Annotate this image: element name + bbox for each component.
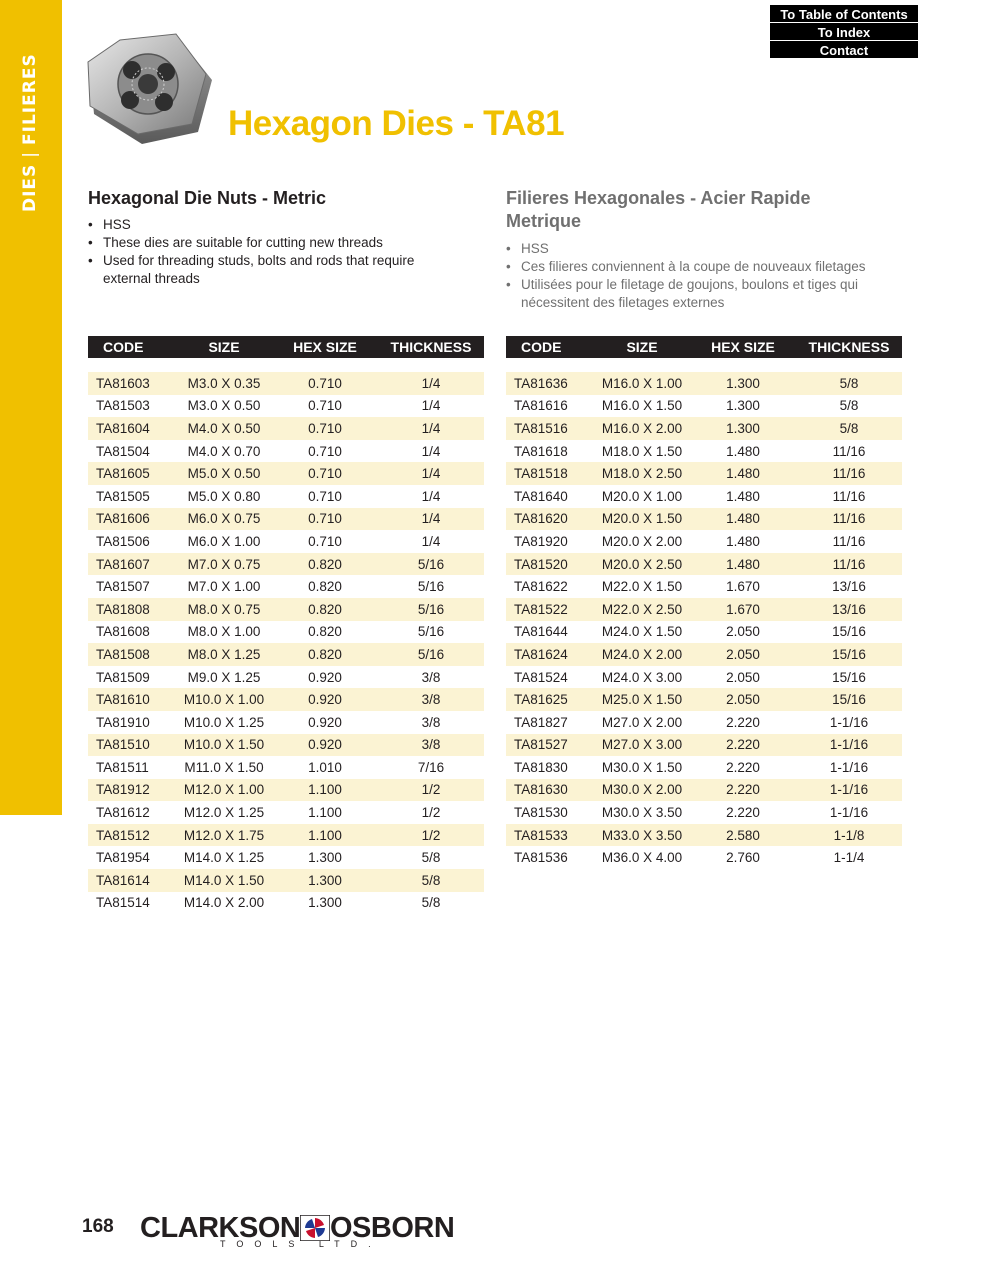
cell-thickness: 7/16 <box>378 756 484 779</box>
cell-thickness: 15/16 <box>796 666 902 689</box>
cell-size: M10.0 X 1.00 <box>176 688 272 711</box>
table-row <box>88 530 484 553</box>
cell-hex-size: 2.050 <box>690 643 796 666</box>
cell-size: M14.0 X 1.50 <box>176 869 272 892</box>
table-row <box>88 621 484 644</box>
cell-size: M8.0 X 1.25 <box>176 643 272 666</box>
cell-hex-size: 2.050 <box>690 666 796 689</box>
right-product-table <box>506 336 902 869</box>
table-row <box>88 734 484 757</box>
logo-text-clarkson: CLARKSON <box>140 1212 301 1244</box>
logo-subtitle: TOOLS LTD. <box>220 1239 382 1249</box>
cell-thickness: 11/16 <box>796 553 902 576</box>
side-section-label <box>17 12 43 212</box>
table-row <box>88 711 484 734</box>
cell-thickness: 3/8 <box>378 666 484 689</box>
cell-thickness: 13/16 <box>796 575 902 598</box>
cell-thickness: 1/4 <box>378 395 484 418</box>
table-row <box>506 508 902 531</box>
cell-code: TA81536 <box>506 846 594 869</box>
logo-text-osborn: OSBORN <box>330 1212 455 1244</box>
cell-thickness: 11/16 <box>796 485 902 508</box>
cell-size: M18.0 X 1.50 <box>594 440 690 463</box>
cell-thickness: 15/16 <box>796 688 902 711</box>
cell-thickness: 1/4 <box>378 530 484 553</box>
cell-code: TA81620 <box>506 508 594 531</box>
cell-code: TA81618 <box>506 440 594 463</box>
cell-size: M20.0 X 1.00 <box>594 485 690 508</box>
cell-thickness: 13/16 <box>796 598 902 621</box>
cell-thickness: 1/4 <box>378 462 484 485</box>
cell-code: TA81520 <box>506 553 594 576</box>
table-row <box>88 643 484 666</box>
cell-thickness: 11/16 <box>796 462 902 485</box>
table-row <box>506 801 902 824</box>
cell-hex-size: 1.480 <box>690 440 796 463</box>
table-row <box>506 643 902 666</box>
table-row <box>88 801 484 824</box>
english-heading: Hexagonal Die Nuts - Metric <box>88 188 327 208</box>
cell-size: M12.0 X 1.75 <box>176 824 272 847</box>
cell-thickness: 3/8 <box>378 711 484 734</box>
cell-hex-size: 1.300 <box>272 869 378 892</box>
cell-thickness: 1/4 <box>378 440 484 463</box>
table-row <box>506 846 902 869</box>
cell-code: TA81524 <box>506 666 594 689</box>
cell-thickness: 5/16 <box>378 643 484 666</box>
cell-hex-size: 0.820 <box>272 621 378 644</box>
table-row <box>88 440 484 463</box>
cell-size: M5.0 X 0.80 <box>176 485 272 508</box>
cell-thickness: 5/16 <box>378 575 484 598</box>
cell-code: TA81530 <box>506 801 594 824</box>
header-thickness: THICKNESS <box>378 336 484 358</box>
cell-code: TA81640 <box>506 485 594 508</box>
cell-hex-size: 0.920 <box>272 688 378 711</box>
table-row <box>88 598 484 621</box>
cell-hex-size: 1.300 <box>690 372 796 395</box>
header-size: SIZE <box>176 336 272 358</box>
french-heading: Filieres Hexagonales - Acier Rapide Metrique <box>506 188 811 231</box>
cell-code: TA81608 <box>88 621 176 644</box>
cell-hex-size: 0.920 <box>272 666 378 689</box>
cell-size: M18.0 X 2.50 <box>594 462 690 485</box>
cell-thickness: 1/4 <box>378 508 484 531</box>
cell-thickness: 15/16 <box>796 621 902 644</box>
english-feature-list <box>88 216 448 288</box>
cell-hex-size: 0.710 <box>272 417 378 440</box>
page-title: Hexagon Dies - TA81 <box>228 104 565 143</box>
header-hex-size: HEX SIZE <box>690 336 796 358</box>
cell-thickness: 5/8 <box>378 892 484 915</box>
cell-hex-size: 0.920 <box>272 734 378 757</box>
table-row <box>506 417 902 440</box>
table-row <box>88 372 484 395</box>
cell-thickness: 1/4 <box>378 417 484 440</box>
table-row <box>88 666 484 689</box>
cell-size: M22.0 X 2.50 <box>594 598 690 621</box>
cell-thickness: 5/16 <box>378 598 484 621</box>
cell-hex-size: 1.300 <box>272 846 378 869</box>
cell-size: M16.0 X 1.00 <box>594 372 690 395</box>
cell-code: TA81830 <box>506 756 594 779</box>
cell-thickness: 15/16 <box>796 643 902 666</box>
cell-hex-size: 2.050 <box>690 621 796 644</box>
cell-hex-size: 0.710 <box>272 440 378 463</box>
cell-thickness: 1/4 <box>378 485 484 508</box>
cell-thickness: 1-1/4 <box>796 846 902 869</box>
cell-hex-size: 2.760 <box>690 846 796 869</box>
cell-size: M25.0 X 1.50 <box>594 688 690 711</box>
cell-thickness: 5/8 <box>796 395 902 418</box>
cell-thickness: 11/16 <box>796 530 902 553</box>
cell-code: TA81512 <box>88 824 176 847</box>
cell-size: M12.0 X 1.00 <box>176 779 272 802</box>
cell-code: TA81954 <box>88 846 176 869</box>
cell-hex-size: 1.480 <box>690 530 796 553</box>
table-row <box>506 756 902 779</box>
header-thickness: THICKNESS <box>796 336 902 358</box>
cell-size: M6.0 X 1.00 <box>176 530 272 553</box>
cell-thickness: 5/8 <box>796 372 902 395</box>
cell-size: M24.0 X 3.00 <box>594 666 690 689</box>
cell-thickness: 5/8 <box>378 846 484 869</box>
table-row <box>506 575 902 598</box>
table-row <box>506 621 902 644</box>
cell-hex-size: 0.820 <box>272 598 378 621</box>
table-row <box>88 688 484 711</box>
cell-size: M7.0 X 0.75 <box>176 553 272 576</box>
cell-hex-size: 0.710 <box>272 530 378 553</box>
page-number: 168 <box>82 1216 114 1237</box>
table-row <box>506 688 902 711</box>
cell-hex-size: 1.010 <box>272 756 378 779</box>
cell-size: M27.0 X 3.00 <box>594 734 690 757</box>
cell-code: TA81504 <box>88 440 176 463</box>
cell-size: M10.0 X 1.25 <box>176 711 272 734</box>
cell-thickness: 1-1/16 <box>796 779 902 802</box>
cell-code: TA81527 <box>506 734 594 757</box>
cell-thickness: 11/16 <box>796 440 902 463</box>
cell-code: TA81508 <box>88 643 176 666</box>
cell-size: M20.0 X 2.00 <box>594 530 690 553</box>
table-row <box>506 372 902 395</box>
table-row <box>506 824 902 847</box>
header-hex-size: HEX SIZE <box>272 336 378 358</box>
table-row <box>506 598 902 621</box>
cell-code: TA81510 <box>88 734 176 757</box>
cell-thickness: 11/16 <box>796 508 902 531</box>
table-row <box>88 756 484 779</box>
cell-size: M3.0 X 0.35 <box>176 372 272 395</box>
cell-size: M33.0 X 3.50 <box>594 824 690 847</box>
left-product-table <box>88 336 484 914</box>
cell-code: TA81518 <box>506 462 594 485</box>
header-code: CODE <box>88 336 176 358</box>
cell-size: M30.0 X 1.50 <box>594 756 690 779</box>
table-header-row <box>88 336 484 358</box>
table-row <box>88 824 484 847</box>
cell-code: TA81514 <box>88 892 176 915</box>
clarkson-osborn-logo <box>140 1212 460 1252</box>
side-label-separator: | <box>20 150 40 158</box>
cell-size: M8.0 X 0.75 <box>176 598 272 621</box>
table-row <box>88 395 484 418</box>
cell-hex-size: 0.820 <box>272 643 378 666</box>
navigation-links <box>770 5 918 59</box>
table-row <box>506 462 902 485</box>
table-row <box>88 553 484 576</box>
french-bullet: • Utilisées pour le filetage de goujons, boulons et tiges qui nécessitent des filetages externes <box>506 276 886 312</box>
cell-thickness: 1/4 <box>378 372 484 395</box>
cell-thickness: 1/2 <box>378 779 484 802</box>
cell-size: M16.0 X 1.50 <box>594 395 690 418</box>
english-bullet: • Used for threading studs, bolts and rods that require external threads <box>88 252 448 288</box>
cell-size: M4.0 X 0.50 <box>176 417 272 440</box>
table-row <box>88 846 484 869</box>
cell-size: M30.0 X 3.50 <box>594 801 690 824</box>
cell-hex-size: 0.710 <box>272 508 378 531</box>
cell-hex-size: 1.300 <box>690 395 796 418</box>
cell-thickness: 3/8 <box>378 734 484 757</box>
cell-code: TA81503 <box>88 395 176 418</box>
cell-code: TA81610 <box>88 688 176 711</box>
hexagon-die-image <box>80 32 220 162</box>
cell-code: TA81912 <box>88 779 176 802</box>
cell-size: M8.0 X 1.00 <box>176 621 272 644</box>
cell-code: TA81622 <box>506 575 594 598</box>
cell-hex-size: 1.670 <box>690 598 796 621</box>
cell-code: TA81511 <box>88 756 176 779</box>
cell-thickness: 5/8 <box>796 417 902 440</box>
cell-thickness: 1/2 <box>378 824 484 847</box>
right-table-body <box>506 358 902 869</box>
cell-hex-size: 2.050 <box>690 688 796 711</box>
table-row <box>88 485 484 508</box>
cell-size: M14.0 X 1.25 <box>176 846 272 869</box>
cell-hex-size: 1.670 <box>690 575 796 598</box>
cell-hex-size: 0.820 <box>272 553 378 576</box>
english-bullet: • These dies are suitable for cutting new threads <box>88 234 448 252</box>
cell-hex-size: 0.710 <box>272 485 378 508</box>
cell-code: TA81607 <box>88 553 176 576</box>
left-table-body <box>88 358 484 914</box>
table-row <box>506 440 902 463</box>
table-row <box>506 485 902 508</box>
cell-code: TA81604 <box>88 417 176 440</box>
cell-code: TA81603 <box>88 372 176 395</box>
cell-size: M9.0 X 1.25 <box>176 666 272 689</box>
cell-size: M27.0 X 2.00 <box>594 711 690 734</box>
header-size: SIZE <box>594 336 690 358</box>
cell-thickness: 5/16 <box>378 553 484 576</box>
cell-size: M12.0 X 1.25 <box>176 801 272 824</box>
cell-hex-size: 0.710 <box>272 372 378 395</box>
cell-hex-size: 0.820 <box>272 575 378 598</box>
cell-code: TA81910 <box>88 711 176 734</box>
cell-hex-size: 2.220 <box>690 779 796 802</box>
french-feature-list <box>506 240 886 312</box>
table-row <box>88 869 484 892</box>
cell-thickness: 5/8 <box>378 869 484 892</box>
cell-size: M7.0 X 1.00 <box>176 575 272 598</box>
table-row <box>506 734 902 757</box>
cell-size: M20.0 X 1.50 <box>594 508 690 531</box>
table-row <box>506 711 902 734</box>
cell-size: M16.0 X 2.00 <box>594 417 690 440</box>
cell-size: M10.0 X 1.50 <box>176 734 272 757</box>
contact-link[interactable]: Contact <box>770 41 918 58</box>
cell-code: TA81506 <box>88 530 176 553</box>
cell-code: TA81644 <box>506 621 594 644</box>
cell-thickness: 1-1/8 <box>796 824 902 847</box>
cell-code: TA81920 <box>506 530 594 553</box>
table-row <box>506 395 902 418</box>
cell-code: TA81614 <box>88 869 176 892</box>
cell-hex-size: 1.480 <box>690 462 796 485</box>
cell-size: M24.0 X 2.00 <box>594 643 690 666</box>
english-bullet: • HSS <box>88 216 448 234</box>
cell-code: TA81516 <box>506 417 594 440</box>
cell-thickness: 1-1/16 <box>796 734 902 757</box>
cell-thickness: 1-1/16 <box>796 756 902 779</box>
index-link[interactable]: To Index <box>770 23 918 40</box>
cell-size: M24.0 X 1.50 <box>594 621 690 644</box>
header-code: CODE <box>506 336 594 358</box>
table-row <box>506 530 902 553</box>
cell-size: M4.0 X 0.70 <box>176 440 272 463</box>
table-row <box>88 892 484 915</box>
cell-hex-size: 1.300 <box>690 417 796 440</box>
cell-hex-size: 2.220 <box>690 756 796 779</box>
table-row <box>88 508 484 531</box>
cell-code: TA81507 <box>88 575 176 598</box>
cell-code: TA81808 <box>88 598 176 621</box>
cell-code: TA81605 <box>88 462 176 485</box>
cell-hex-size: 2.580 <box>690 824 796 847</box>
cell-size: M5.0 X 0.50 <box>176 462 272 485</box>
cell-code: TA81606 <box>88 508 176 531</box>
cell-code: TA81636 <box>506 372 594 395</box>
cell-hex-size: 1.100 <box>272 824 378 847</box>
table-row <box>506 779 902 802</box>
cell-hex-size: 1.300 <box>272 892 378 915</box>
cell-size: M30.0 X 2.00 <box>594 779 690 802</box>
cell-code: TA81630 <box>506 779 594 802</box>
french-bullet: • Ces filieres conviennent à la coupe de nouveaux filetages <box>506 258 886 276</box>
table-of-contents-link[interactable]: To Table of Contents <box>770 5 918 22</box>
cell-hex-size: 0.710 <box>272 462 378 485</box>
french-bullet: • HSS <box>506 240 886 258</box>
cell-thickness: 1/2 <box>378 801 484 824</box>
cell-size: M11.0 X 1.50 <box>176 756 272 779</box>
cell-size: M6.0 X 0.75 <box>176 508 272 531</box>
cell-thickness: 1-1/16 <box>796 711 902 734</box>
cell-size: M20.0 X 2.50 <box>594 553 690 576</box>
table-row <box>506 666 902 689</box>
cell-hex-size: 1.100 <box>272 779 378 802</box>
cell-hex-size: 1.480 <box>690 553 796 576</box>
cell-code: TA81505 <box>88 485 176 508</box>
cell-hex-size: 0.710 <box>272 395 378 418</box>
cell-code: TA81533 <box>506 824 594 847</box>
side-label-dies: DIES <box>20 163 40 212</box>
table-row <box>506 553 902 576</box>
table-row <box>88 575 484 598</box>
cell-hex-size: 2.220 <box>690 711 796 734</box>
cell-hex-size: 1.480 <box>690 508 796 531</box>
cell-hex-size: 1.480 <box>690 485 796 508</box>
cell-hex-size: 2.220 <box>690 734 796 757</box>
cell-size: M22.0 X 1.50 <box>594 575 690 598</box>
cell-code: TA81612 <box>88 801 176 824</box>
cell-hex-size: 2.220 <box>690 801 796 824</box>
table-row <box>88 462 484 485</box>
cell-thickness: 1-1/16 <box>796 801 902 824</box>
cell-thickness: 5/16 <box>378 621 484 644</box>
cell-code: TA81522 <box>506 598 594 621</box>
cell-hex-size: 1.100 <box>272 801 378 824</box>
cell-code: TA81509 <box>88 666 176 689</box>
side-label-filieres: FILIERES <box>20 53 40 145</box>
cell-size: M36.0 X 4.00 <box>594 846 690 869</box>
cell-hex-size: 0.920 <box>272 711 378 734</box>
cell-code: TA81625 <box>506 688 594 711</box>
cell-thickness: 3/8 <box>378 688 484 711</box>
table-header-row <box>506 336 902 358</box>
table-row <box>88 417 484 440</box>
cell-code: TA81616 <box>506 395 594 418</box>
cell-code: TA81827 <box>506 711 594 734</box>
logo-pinwheel-icon <box>300 1215 330 1241</box>
cell-size: M14.0 X 2.00 <box>176 892 272 915</box>
table-row <box>88 779 484 802</box>
cell-code: TA81624 <box>506 643 594 666</box>
cell-size: M3.0 X 0.50 <box>176 395 272 418</box>
